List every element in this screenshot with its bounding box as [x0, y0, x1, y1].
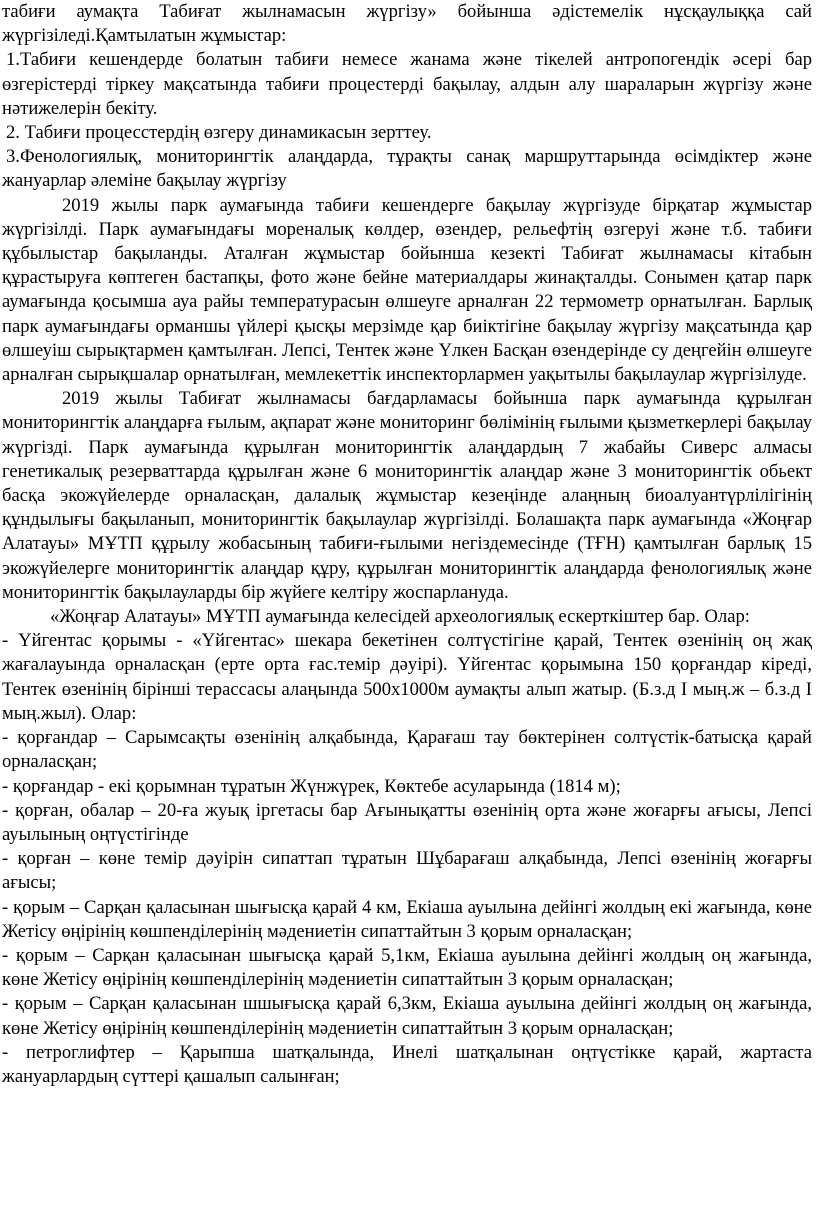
list-item-petroglyphs: - петроглифтер – Қарыпша шатқалында, Инелі шатқалынан оңтүстікке қарай, жартаста жануарлардың сүттері қашалып салынған;: [2, 1041, 812, 1087]
paragraph-item-2: 2. Табиғи процесстердің өзгеру динамикасын зерттеу.: [6, 122, 432, 144]
list-item-sarymsakty: - қорғандар – Сарымсақты өзенінің алқабында, Қарағаш тау бөктерінен солтүстік-батысқа қарай орналасқан;: [2, 727, 812, 773]
document-page: [2, 0, 812, 1089]
paragraph-item-1: 1.Табиғи кешендерде болатын табиғи немесе жанама және тікелей антропогендік әсері бар өзгерістерді тіркеу мақсатында табиғи процестерді бақылау, алдын алу шараларын жүргізу және нәтижелерін бекіту.: [2, 49, 812, 119]
list-item-sarkan-5km: - қорым – Сарқан қаласынан шығысқа қарай 5,1км, Екіаша ауылына дейінгі жолдың оң жағында, көне Жетісу өңірінің көшпенділерінің мәдениетін сипаттайтын 3 қорым орналасқан;: [2, 944, 812, 991]
list-item-shubaragash: - қорған – көне темір дәуірін сипаттап тұратын Шұбарағаш алқабында, Лепсі өзенінің жоғарғы ағысы;: [2, 848, 812, 894]
list-item-agynykatty: - қорған, обалар – 20-ға жуық іргетасы бар Ағынықатты өзенінің орта және жоғарғы ағысы, Лепсі ауылының оңтүстігінде: [2, 799, 812, 845]
paragraph-archaeology-intro: «Жоңғар Алатауы» МҰТП аумағында келесідей археологиялық ескерткіштер бар. Олар:: [50, 606, 750, 628]
list-item-uigentas: - Үйгентас қорымы - «Үйгентас» шекара бекетінен солтүстігіне қарай, Тентек өзенінің оң жақ жағалауында орналасқан (ерте орта ғас.темір дәуірі). Үйгентас қорымына 150 қорғандар кіреді, Тентек өзенінің бірінші терассасы алаңында 500х1000м аумақты алып жатыр. (Б.з.д I мың.ж – б.з.д I мың.жыл). Олар:: [2, 630, 812, 724]
paragraph-2019-monitoring: 2019 жылы Табиғат жылнамасы бағдарламасы бойынша парк аумағында құрылған мониторингтік алаңдарға ғылым, ақпарат және мониторинг бөлімінің ғылыми қызметкерлері бақылау жүргізді. Парк аумағында құрылған мониторингтік алаңдардың 7 жабайы Сиверс алмасы генетикалық резерваттарда құрылған және 6 мониторингтік алаңдар және 3 мониторингтік обьект басқа экожүйелерде орналасқан, далалық жұмыстар кезеңінде алаңның биоалуантүрлілігінің құндылығы бақыланып, мониторингтік бақылаулар жүргізілді. Болашақта парк аумағында «Жоңғар Алатауы» МҰТП құрылу жобасының табиғи-ғылыми негіздемесінде (ТҒН) қамтылған барлық 15 экожүйелерге мониторингтік алаңдар құру, құрылған мониторингтік алаңдарда фенологиялық және мониторингтік бақылауларды бір жүйеге келтіру жоспарлануда.: [2, 388, 812, 603]
paragraph-item-3: 3.Фенологиялық, мониторингтік алаңдарда, тұрақты санақ маршруттарында өсімдіктер және жануарлар әлеміне бақылау жүргізу: [2, 146, 812, 192]
list-item-sarkan-4km: - қорым – Сарқан қаласынан шығысқа қарай 4 км, Екіаша ауылына дейінгі жолдың екі жағында, көне Жетісу өңірінің көшпенділерінің мәдениетін сипаттайтын 3 қорым орналасқан;: [2, 896, 812, 942]
list-item-sarkan-6km: - қорым – Сарқан қаласынан шшығысқа қарай 6,3км, Екіаша ауылына дейінгі жолдың оң жағында, көне Жетісу өңірінің көшпенділерінің мәдениетін сипаттайтын 3 қорым орналасқан;: [2, 993, 812, 1039]
list-item-zhunzhurek: - қорғандар - екі қорымнан тұратын Жүнжүрек, Көктебе асуларында (1814 м);: [2, 775, 621, 797]
paragraph-2019-observations: 2019 жылы парк аумағында табиғи кешендерге бақылау жүргізуде бірқатар жұмыстар жүргізілді. Парк аумағындағы мореналық көлдер, өзендер, рельефтің өзгеруі және т.б. табиғи құбылыстар бақыланды. Аталған жұмыстар бойынша кезекті Табиғат жылнамасы кітабын құрастыруға көптеген бастапқы, фото және бейне материалдары жинақталды. Сонымен қатар парк аумағында қосымша ауа райы температурасын өлшеуге арналған 22 термометр орнатылған. Барлық парк аумағындағы орманшы үйлері қысқы мерзімде қар биіктігіне бақылау жүргізу мақсатында қар өлшеуіш сырықтармен қамтылған. Лепсі, Тентек және Үлкен Басқан өзендерінде су деңгейін өлшеуге арналған сырықшалар орнатылған, мемлекеттік инспекторлармен уақытылы бақылаулар жүргізілуде.: [2, 194, 812, 386]
paragraph-intro: табиғи аумақта Табиғат жылнамасын жүргізу» бойынша әдістемелік нұсқаулыққа сай жүргізіледі.Қамтылатын жұмыстар:: [2, 1, 812, 47]
